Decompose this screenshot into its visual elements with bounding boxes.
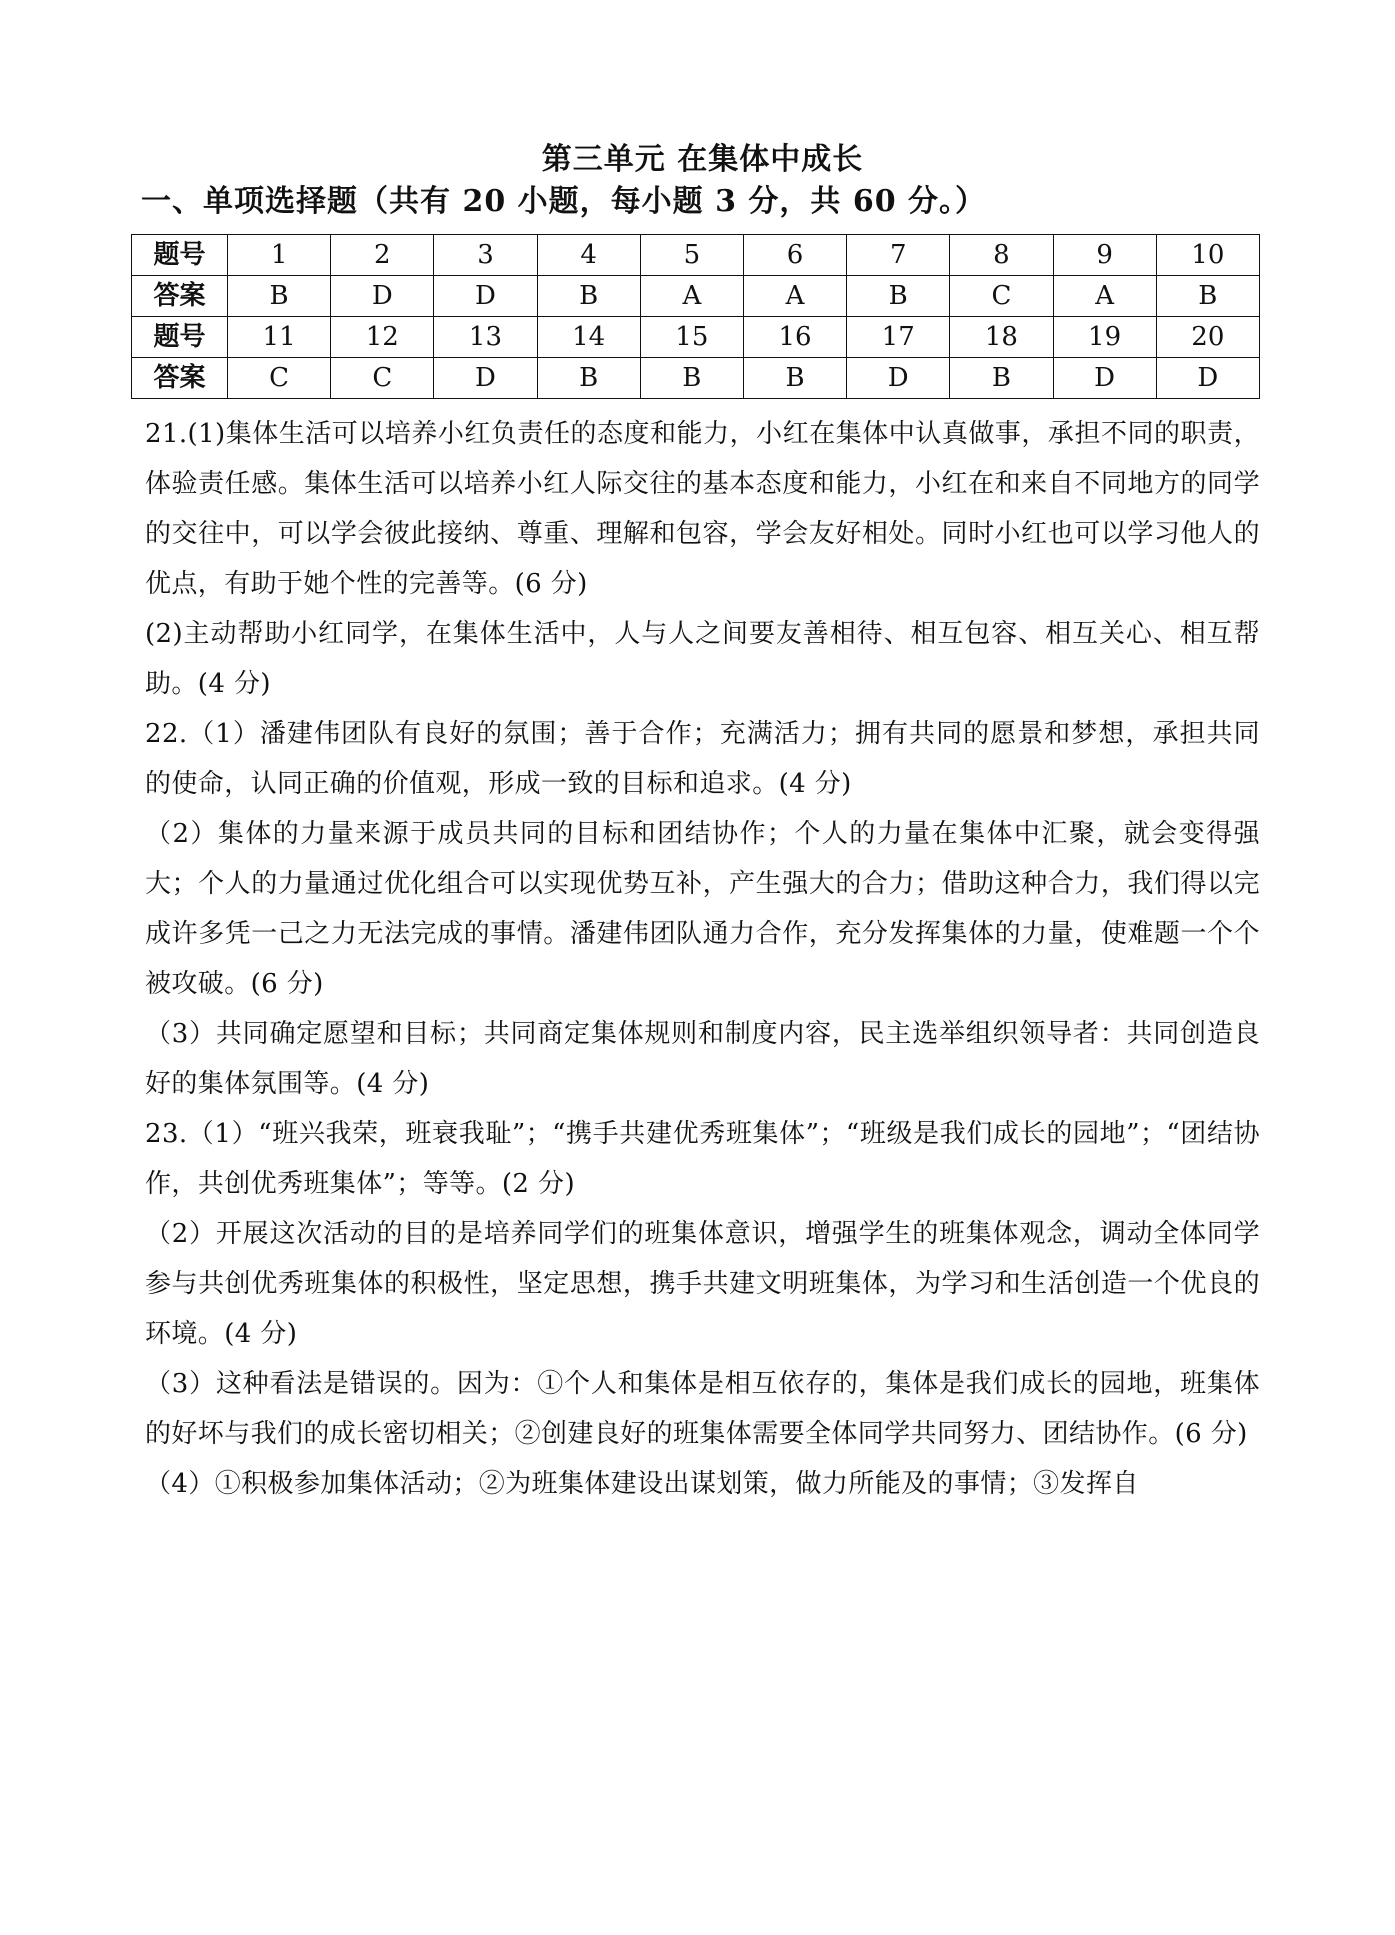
question-number-cell: 16 [743,317,846,358]
answer-cell: B [847,276,950,317]
answer-cell: B [743,358,846,399]
answer-cell: B [228,276,331,317]
answer-table [131,234,1260,399]
question-number-cell: 2 [331,235,434,276]
question-number-cell: 12 [331,317,434,358]
question-number-cell: 17 [847,317,950,358]
question-number-label: 题号 [132,317,228,358]
answer-cell: D [847,358,950,399]
answer-paragraph: （2）开展这次活动的目的是培养同学们的班集体意识，增强学生的班集体观念，调动全体同学参与共创优秀班集体的积极性，坚定思想，携手共建文明班集体，为学习和生活创造一个优良的环境。(4 分) [145,1219,1260,1349]
answer-label: 答案 [132,276,228,317]
question-number-cell: 8 [950,235,1053,276]
answer-cell: B [537,358,640,399]
answer-cell: C [950,276,1053,317]
answer-cell: B [640,358,743,399]
question-number-cell: 3 [434,235,537,276]
answer-cell: D [434,276,537,317]
answer-cell: D [1156,358,1259,399]
question-number-cell: 15 [640,317,743,358]
answer-cell: D [434,358,537,399]
answer-paragraph: （3）这种看法是错误的。因为：①个人和集体是相互依存的，集体是我们成长的园地，班集体的好坏与我们的成长密切相关；②创建良好的班集体需要全体同学共同努力、团结协作。(6 分) [145,1369,1260,1449]
question-number-cell: 7 [847,235,950,276]
answer-paragraph: 21.(1)集体生活可以培养小红负责任的态度和能力，小红在集体中认真做事，承担不同的职责，体验责任感。集体生活可以培养小红人际交往的基本态度和能力，小红在和来自不同地方的同学的交往中，可以学会彼此接纳、尊重、理解和包容，学会友好相处。同时小红也可以学习他人的优点，有助于她个性的完善等。(6 分) [145,419,1260,599]
question-number-label: 题号 [132,235,228,276]
question-number-cell: 14 [537,317,640,358]
answer-cell: B [950,358,1053,399]
answer-cell: A [640,276,743,317]
answer-content [145,409,1260,1509]
document-title: 第三单元 在集体中成长 [541,142,864,177]
section-heading-multiple-choice: 一、单项选择题（共有 20 小题，每小题 3 分，共 60 分。） [141,184,987,219]
answer-cell: C [228,358,331,399]
answer-cell: B [1156,276,1259,317]
answer-row [132,358,1260,399]
answer-paragraph: （3）共同确定愿望和目标；共同商定集体规则和制度内容，民主选举组织领导者：共同创造良好的集体氛围等。(4 分) [145,1019,1260,1099]
question-number-cell: 10 [1156,235,1259,276]
answer-cell: C [331,358,434,399]
answer-row [132,276,1260,317]
question-number-cell: 11 [228,317,331,358]
answer-cell: A [743,276,846,317]
document-page [141,140,1260,1509]
answer-paragraph: （4）①积极参加集体活动；②为班集体建设出谋划策，做力所能及的事情；③发挥自 [145,1469,1139,1499]
question-number-row [132,317,1260,358]
question-number-cell: 13 [434,317,537,358]
question-number-cell: 1 [228,235,331,276]
answer-paragraph: （2）集体的力量来源于成员共同的目标和团结协作；个人的力量在集体中汇聚，就会变得强大；个人的力量通过优化组合可以实现优势互补，产生强大的合力；借助这种合力，我们得以完成许多凭一己之力无法完成的事情。潘建伟团队通力合作，充分发挥集体的力量，使难题一个个被攻破。(6 分) [145,819,1260,999]
answer-cell: B [537,276,640,317]
question-number-cell: 20 [1156,317,1259,358]
answer-label: 答案 [132,358,228,399]
answer-paragraph: (2)主动帮助小红同学，在集体生活中，人与人之间要友善相待、相互包容、相互关心、相互帮助。(4 分) [145,619,1260,699]
answer-paragraph: 23.（1）“班兴我荣，班衰我耻”；“携手共建优秀班集体”；“班级是我们成长的园地”；“团结协作，共创优秀班集体”；等等。(2 分) [145,1119,1260,1199]
question-number-cell: 6 [743,235,846,276]
question-number-cell: 5 [640,235,743,276]
question-number-cell: 18 [950,317,1053,358]
answer-cell: D [331,276,434,317]
question-number-row [132,235,1260,276]
question-number-cell: 4 [537,235,640,276]
question-number-cell: 9 [1053,235,1156,276]
answer-cell: D [1053,358,1156,399]
answer-paragraph: 22.（1）潘建伟团队有良好的氛围；善于合作；充满活力；拥有共同的愿景和梦想，承担共同的使命，认同正确的价值观，形成一致的目标和追求。(4 分) [145,719,1260,799]
question-number-cell: 19 [1053,317,1156,358]
answer-cell: A [1053,276,1156,317]
